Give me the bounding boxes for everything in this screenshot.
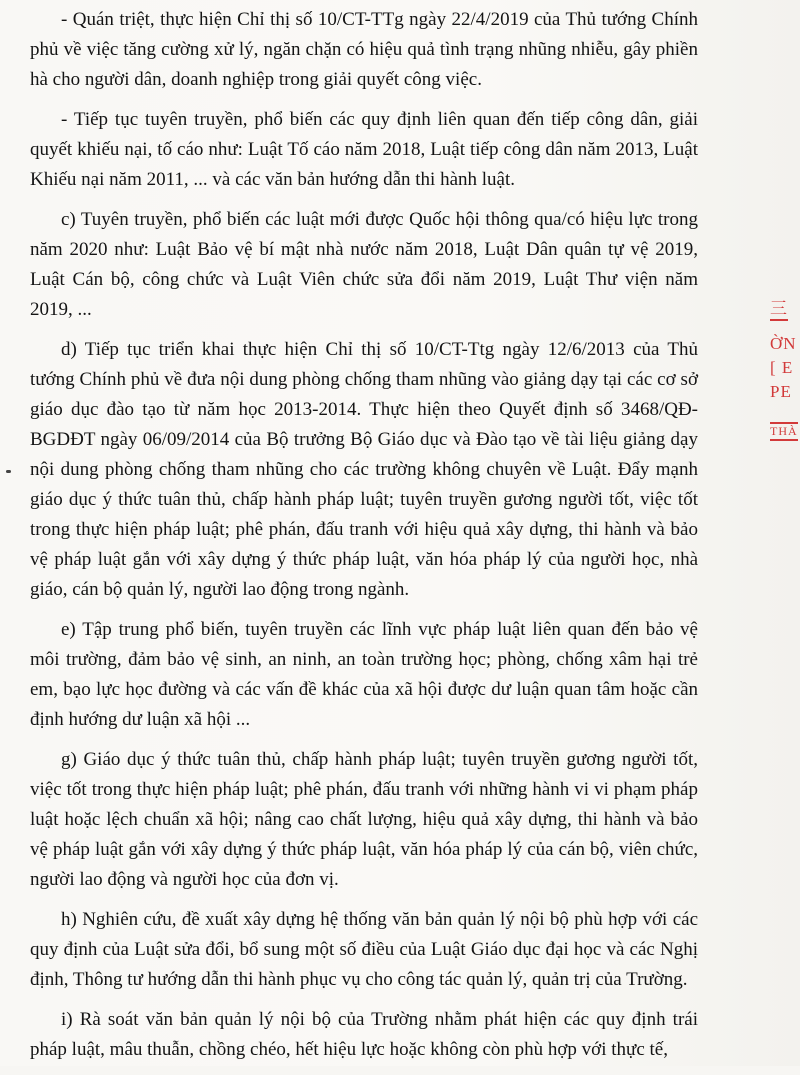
paragraph-c: c) Tuyên truyền, phổ biến các luật mới được Quốc hội thông qua/có hiệu lực trong năm 2020 như: Luật Bảo vệ bí mật nhà nước năm 2018, Luật Dân quân tự vệ 2019, Luật Cán bộ, công chức và Luật Viên chức sửa đổi năm 2019, Luật Thư viện năm 2019, ... — [30, 209, 698, 320]
paragraph-quan-triet: - Quán triệt, thực hiện Chỉ thị số 10/CT-TTg ngày 22/4/2019 của Thủ tướng Chính phủ về việc tăng cường xử lý, ngăn chặn có hiệu quả tình trạng nhũng nhiễu, gây phiền hà cho người dân, doanh nghiệp trong giải quyết công việc. — [30, 9, 698, 90]
red-seal-stamp — [752, 288, 800, 488]
margin-mark — [6, 470, 11, 473]
paragraph-g: g) Giáo dục ý thức tuân thủ, chấp hành pháp luật; tuyên truyền gương người tốt, việc tốt trong thực hiện pháp luật; phê phán, đấu tranh với những hành vi vi phạm pháp luật hoặc lệch chuẩn xã hội; nâng cao chất lượng, hiệu quả xây dựng, thi hành và bảo vệ pháp luật gắn với xây dựng ý thức pháp luật, văn hóa pháp lý của cán bộ, viên chức, người lao động và người học của đơn vị. — [30, 749, 698, 890]
stamp-line: [ E — [770, 358, 794, 377]
stamp-line: ỜN — [770, 334, 797, 353]
paragraph-e: e) Tập trung phổ biến, tuyên truyền các lĩnh vực pháp luật liên quan đến bảo vệ môi trường, đảm bảo vệ sinh, an ninh, an toàn trường học; phòng, chống xâm hại trẻ em, bạo lực học đường và các vấn đề khác của xã hội được dư luận quan tâm hoặc cần định hướng dư luận xã hội ... — [30, 619, 698, 730]
stamp-line: 三 — [770, 294, 788, 321]
paragraph-d: d) Tiếp tục triển khai thực hiện Chỉ thị số 10/CT-Ttg ngày 12/6/2013 của Thủ tướng Chính phủ về đưa nội dung phòng chống tham nhũng vào giảng dạy tại các cơ sở giáo dục đào tạo từ năm học 2013-2014. Thực hiện theo Quyết định số 3468/QĐ-BGDĐT ngày 06/09/2014 của Bộ trưởng Bộ Giáo dục và Đào tạo về tài liệu giảng dạy nội dung phòng chống tham nhũng cho các trường không chuyên về Luật. Đẩy mạnh giáo dục ý thức tuân thủ, chấp hành pháp luật; tuyên truyền gương người tốt, việc tốt trong thực hiện pháp luật; phê phán, đấu tranh với hiệu quả xây dựng, thi hành và bảo vệ pháp luật gắn với xây dựng ý thức pháp luật, văn hóa pháp lý của người học, nhà giáo, cán bộ quản lý, người lao động trong ngành. — [30, 339, 698, 600]
stamp-line: THÀ — [770, 422, 798, 441]
paragraph-h: h) Nghiên cứu, đề xuất xây dựng hệ thống văn bản quản lý nội bộ phù hợp với các quy định của Luật sửa đổi, bổ sung một số điều của Luật Giáo dục đại học và các Nghị định, Thông tư hướng dẫn thi hành phục vụ cho công tác quản lý, quản trị của Trường. — [30, 909, 698, 990]
paragraph-tiep-cong-dan: - Tiếp tục tuyên truyền, phổ biến các quy định liên quan đến tiếp công dân, giải quyết khiếu nại, tố cáo như: Luật Tố cáo năm 2018, Luật tiếp công dân năm 2013, Luật Khiếu nại năm 2011, ... và các văn bản hướng dẫn thi hành luật. — [30, 109, 698, 190]
document-body — [30, 5, 698, 1075]
paragraph-i: i) Rà soát văn bản quản lý nội bộ của Trường nhằm phát hiện các quy định trái pháp luật, mâu thuẫn, chồng chéo, hết hiệu lực hoặc không còn phù hợp với thực tế, — [30, 1009, 698, 1060]
stamp-line: PE — [770, 382, 792, 401]
